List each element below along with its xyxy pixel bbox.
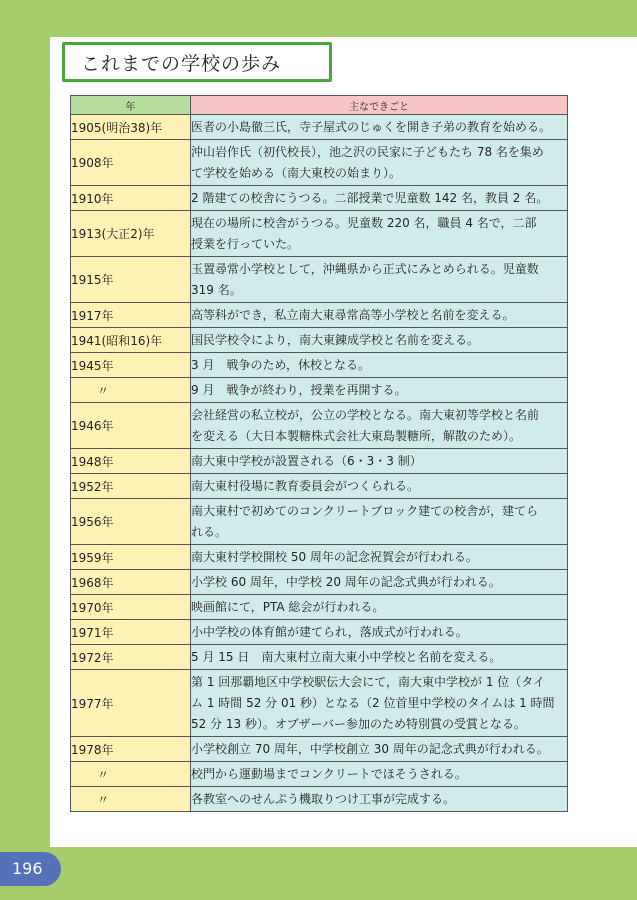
event-cell <box>191 328 568 353</box>
event-line: 玉置尋常小学校として，沖縄県から正式にみとめられる。児童数 <box>191 261 539 276</box>
event-line: 高等科ができ，私立南大東尋常高等小学校と名前を変える。 <box>191 307 515 322</box>
year-cell: 1978年 <box>71 737 191 762</box>
event-line: 小学校 60 周年，中学校 20 周年の記念式典が行われる。 <box>191 574 501 589</box>
event-line: 授業を行っていた。 <box>191 236 300 251</box>
event-cell <box>191 595 568 620</box>
event-line: 校門から運動場までコンクリートでほそうされる。 <box>191 766 467 781</box>
event-cell <box>191 211 568 257</box>
event-line: ム 1 時間 52 分 01 秒）となる（2 位首里中学校のタイムは 1 時間 <box>191 695 555 710</box>
event-line: 小学校創立 70 周年，中学校創立 30 周年の記念式典が行われる。 <box>191 741 549 756</box>
event-cell <box>191 670 568 737</box>
event-line: 5 月 15 日 南大東村立南大東小中学校と名前を変える。 <box>191 649 502 664</box>
title-box <box>62 42 332 82</box>
table-header-row <box>71 96 568 115</box>
year-cell: 1956年 <box>71 499 191 545</box>
table-row <box>71 595 568 620</box>
table-row <box>71 328 568 353</box>
year-cell: 1905(明治38)年 <box>71 115 191 140</box>
year-cell: 1970年 <box>71 595 191 620</box>
event-line: 3 月 戦争のため，休校となる。 <box>191 357 370 372</box>
year-cell: 1910年 <box>71 186 191 211</box>
event-cell <box>191 186 568 211</box>
event-line: 9 月 戦争が終わり，授業を再開する。 <box>191 382 407 397</box>
table-row <box>71 186 568 211</box>
year-cell: 〃 <box>71 378 191 403</box>
year-cell: 1946年 <box>71 403 191 449</box>
table-row <box>71 211 568 257</box>
event-cell <box>191 620 568 645</box>
table-row <box>71 762 568 787</box>
table-row <box>71 645 568 670</box>
year-cell: 1948年 <box>71 449 191 474</box>
event-line: を変える（大日本製糖株式会社大東島製糖所，解散のため）。 <box>191 428 522 443</box>
event-line: 各教室へのせんぷう機取りつけ工事が完成する。 <box>191 791 456 806</box>
event-cell <box>191 403 568 449</box>
table-row <box>71 787 568 812</box>
table-row <box>71 499 568 545</box>
event-line: 南大東村学校開校 50 周年の記念祝賀会が行われる。 <box>191 549 478 564</box>
event-cell <box>191 353 568 378</box>
year-cell: 1972年 <box>71 645 191 670</box>
year-cell: 1945年 <box>71 353 191 378</box>
event-cell <box>191 545 568 570</box>
year-cell: 1941(昭和16)年 <box>71 328 191 353</box>
event-line: 映画館にて，PTA 総会が行われる。 <box>191 599 385 614</box>
event-line: 国民学校令により，南大東錬成学校と名前を変える。 <box>191 332 480 347</box>
event-column-header: 主なできごと <box>191 96 568 115</box>
event-line: 2 階建ての校舎にうつる。二部授業で児童数 142 名，教員 2 名。 <box>191 190 549 205</box>
history-table <box>70 95 568 812</box>
table-row <box>71 403 568 449</box>
page-content <box>50 37 637 847</box>
event-cell <box>191 303 568 328</box>
table-row <box>71 449 568 474</box>
page-title: これまでの学校の歩み <box>81 53 282 75</box>
table-row <box>71 257 568 303</box>
event-cell <box>191 645 568 670</box>
table-row <box>71 545 568 570</box>
table-row <box>71 670 568 737</box>
event-cell <box>191 140 568 186</box>
event-cell <box>191 737 568 762</box>
event-cell <box>191 474 568 499</box>
event-line: 沖山岩作氏（初代校長），池之沢の民家に子どもたち 78 名を集め <box>191 144 544 159</box>
year-cell: 1959年 <box>71 545 191 570</box>
year-cell: 1915年 <box>71 257 191 303</box>
year-cell: 〃 <box>71 762 191 787</box>
event-line: 南大東中学校が設置される（6・3・3 制） <box>191 453 422 468</box>
event-line: 南大東村役場に教育委員会がつくられる。 <box>191 478 420 493</box>
event-cell <box>191 787 568 812</box>
year-cell: 1952年 <box>71 474 191 499</box>
event-line: 会社経営の私立校が，公立の学校となる。南大東初等学校と名前 <box>191 407 540 422</box>
event-line: て学校を始める（南大東校の始まり）。 <box>191 165 402 180</box>
event-cell <box>191 762 568 787</box>
table-row <box>71 303 568 328</box>
event-line: れる。 <box>191 524 228 539</box>
year-cell: 1968年 <box>71 570 191 595</box>
year-cell: 1913(大正2)年 <box>71 211 191 257</box>
year-cell: 1908年 <box>71 140 191 186</box>
event-cell <box>191 499 568 545</box>
table-row <box>71 737 568 762</box>
event-line: 小中学校の体育館が建てられ，落成式が行われる。 <box>191 624 468 639</box>
event-line: 南大東村で初めてのコンクリートブロック建ての校舎が，建てら <box>191 503 539 518</box>
table-row <box>71 570 568 595</box>
event-line: 現在の場所に校舎がうつる。児童数 220 名，職員 4 名で，二部 <box>191 215 537 230</box>
event-cell <box>191 570 568 595</box>
event-cell <box>191 378 568 403</box>
table-row <box>71 620 568 645</box>
year-cell: 1971年 <box>71 620 191 645</box>
history-table-body <box>71 115 568 812</box>
table-row <box>71 353 568 378</box>
year-cell: 1977年 <box>71 670 191 737</box>
table-row <box>71 474 568 499</box>
year-column-header: 年 <box>71 96 191 115</box>
table-row <box>71 140 568 186</box>
page-number: 196 <box>0 852 61 886</box>
table-row <box>71 115 568 140</box>
event-line: 医者の小島徹三氏，寺子屋式のじゅくを開き子弟の教育を始める。 <box>191 119 552 134</box>
table-row <box>71 378 568 403</box>
year-cell: 1917年 <box>71 303 191 328</box>
event-line: 319 名。 <box>191 282 242 297</box>
event-cell <box>191 449 568 474</box>
event-line: 第 1 回那覇地区中学校駅伝大会にて，南大東中学校が 1 位（タイ <box>191 674 546 689</box>
year-cell: 〃 <box>71 787 191 812</box>
event-cell <box>191 115 568 140</box>
event-line: 52 分 13 秒）。オブザーバー参加のため特別賞の受賞となる。 <box>191 716 527 731</box>
event-cell <box>191 257 568 303</box>
